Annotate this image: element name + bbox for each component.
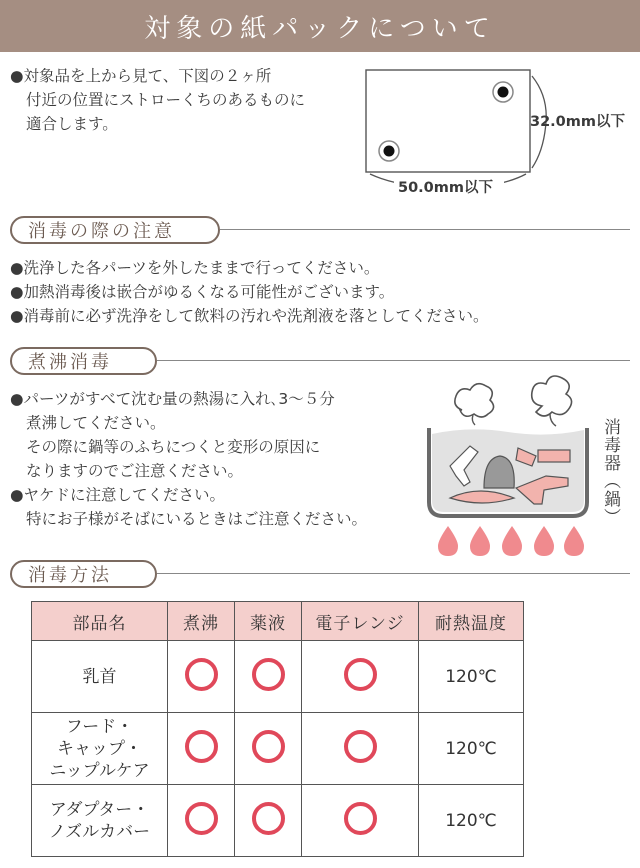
steam-tail	[550, 414, 556, 426]
text-line: 煮沸してください。	[26, 414, 166, 432]
microwave-cell	[302, 785, 419, 857]
text-line: ●ヤケドに注意してください。	[10, 486, 226, 504]
boiling-heading-text: 煮沸消毒	[28, 352, 112, 373]
flame-icon	[470, 526, 490, 556]
column-header: 薬液	[235, 602, 302, 641]
page-title: 対象の紙パックについて	[0, 0, 640, 52]
ok-circle-icon	[344, 658, 377, 691]
caution-divider	[220, 229, 630, 230]
microwave-cell	[302, 713, 419, 785]
boiling-instructions	[10, 387, 367, 531]
target-description	[10, 64, 305, 136]
ok-circle-icon	[344, 802, 377, 835]
column-header: 耐熱温度	[419, 602, 524, 641]
caution-heading	[10, 216, 220, 244]
part-name-cell	[32, 713, 168, 785]
text-line: ●消毒前に必ず洗浄をして飲料の汚れや洗剤液を落としてください。	[10, 307, 489, 325]
part-name: 乳首	[82, 666, 117, 687]
column-header: 部品名	[32, 602, 168, 641]
heat-resistance-cell: 120℃	[419, 641, 524, 713]
table-row	[32, 641, 524, 713]
nozzle-cover-part	[538, 450, 570, 462]
flame-icon	[534, 526, 554, 556]
methods-divider	[157, 573, 630, 574]
boil-cell	[168, 785, 235, 857]
chemical-cell	[235, 713, 302, 785]
heat-resistance-cell: 120℃	[419, 713, 524, 785]
text-line: 適合します。	[26, 115, 118, 133]
text-line: 付近の位置にストローくちのあるものに	[26, 91, 306, 109]
ok-circle-icon	[252, 802, 285, 835]
text-line: ●加熱消毒後は嵌合がゆるくなる可能性がございます。	[10, 283, 395, 301]
table-row	[32, 713, 524, 785]
pot-label: 消毒器（鍋）	[600, 418, 620, 526]
disinfection-methods-table	[31, 601, 524, 857]
methods-heading	[10, 560, 157, 588]
text-line: ●対象品を上から見て、下図の２ヶ所	[10, 67, 272, 85]
text-line: ●パーツがすべて沈む量の熱湯に入れ､3～５分	[10, 390, 335, 408]
steam-icon	[455, 384, 494, 417]
chemical-cell	[235, 785, 302, 857]
straw-hole-bottom-left-center	[384, 146, 395, 157]
table-row	[32, 785, 524, 857]
column-header: 煮沸	[168, 602, 235, 641]
part-name: ニップルケア	[49, 760, 150, 781]
ok-circle-icon	[344, 730, 377, 763]
part-name: キャップ・	[57, 738, 142, 759]
caution-heading-text: 消毒の際の注意	[28, 221, 175, 242]
ok-circle-icon	[185, 730, 218, 763]
part-name-cell	[32, 785, 168, 857]
heat-resistance-cell: 120℃	[419, 785, 524, 857]
boil-cell	[168, 641, 235, 713]
chemical-cell	[235, 641, 302, 713]
straw-hole-top-right-center	[498, 87, 509, 98]
part-name: ノズルカバー	[48, 821, 151, 842]
ok-circle-icon	[185, 802, 218, 835]
flame-icon	[502, 526, 522, 556]
boil-cell	[168, 713, 235, 785]
text-line: ●洗浄した各パーツを外したままで行ってください。	[10, 259, 380, 277]
flame-icon	[564, 526, 584, 556]
height-label: 32.0mm以下	[530, 114, 625, 130]
part-name-cell	[32, 641, 168, 713]
boiling-divider	[157, 360, 630, 361]
column-header: 電子レンジ	[302, 602, 419, 641]
boiling-pot-illustration	[420, 370, 595, 570]
table-header-row	[32, 602, 524, 641]
part-name: アダプター・	[49, 799, 150, 820]
ok-circle-icon	[185, 658, 218, 691]
boiling-heading	[10, 347, 157, 375]
microwave-cell	[302, 641, 419, 713]
caution-list	[10, 256, 489, 328]
text-line: その際に鍋等のふちにつくと変形の原因に	[26, 438, 321, 456]
methods-heading-text: 消毒方法	[28, 565, 112, 586]
ok-circle-icon	[252, 730, 285, 763]
text-line: なりますのでご注意ください。	[26, 462, 244, 480]
text-line: 特にお子様がそばにいるときはご注意ください。	[26, 510, 368, 528]
width-label: 50.0mm以下	[398, 180, 493, 196]
part-name: フード・	[65, 716, 134, 737]
ok-circle-icon	[252, 658, 285, 691]
flame-icon	[438, 526, 458, 556]
steam-tail	[472, 415, 475, 425]
steam-icon	[532, 376, 572, 416]
